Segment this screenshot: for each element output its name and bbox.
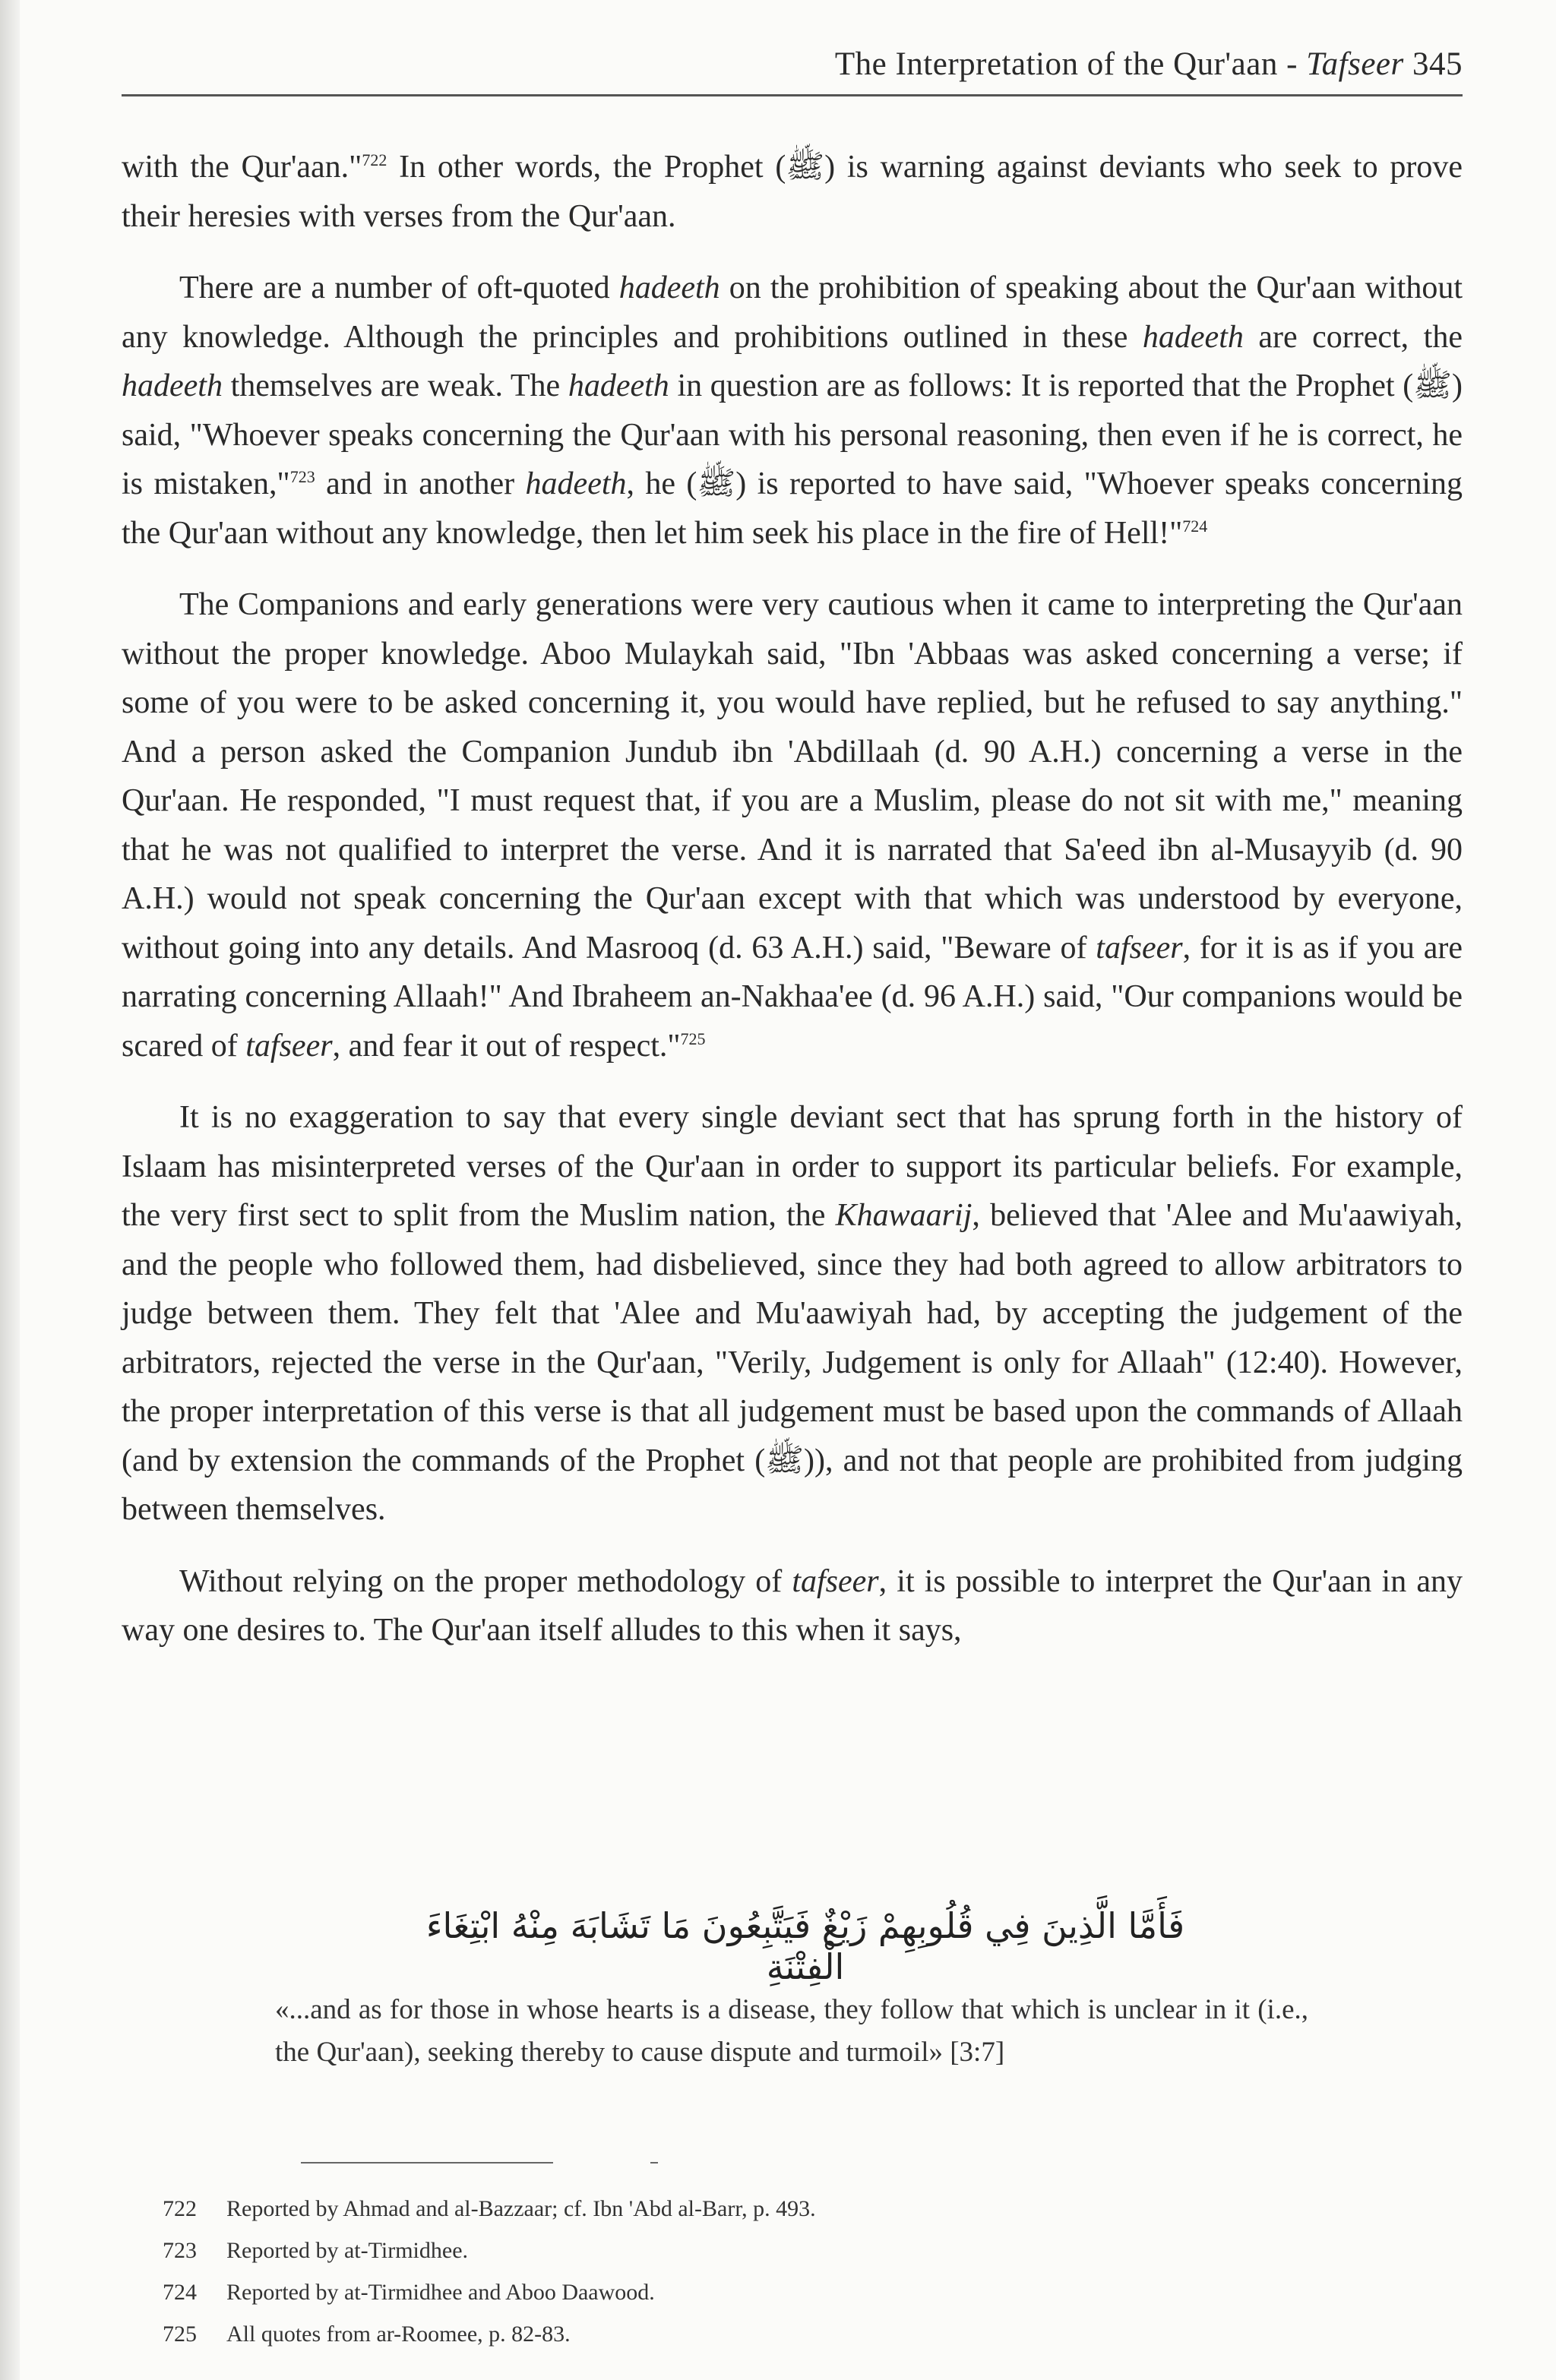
footnote-divider [302,2162,553,2163]
paragraph-text: The Companions and early generations were very cautious when it came to interpreting the Qur'aan without the proper knowledge. Aboo Mulaykah said, "Ibn 'Abbaas was asked concerning a verse; if some of you were to be asked concerning it, you would have replied, but he refused to say anything." And a person asked the Companion Jundub ibn 'Abdillaah (d. 90 A.H.) concerning a verse in the Qur'aan. He responded, "I must request that, if you are a Muslim, please do not sit with me," meaning that he was not qualified to interpret the verse. And it is narrated that Sa'eed ibn al-Musayyib (d. 90 A.H.) would not speak concerning the Qur'aan except with that which was understood by everyone, without going into any details. And Masrooq (d. 63 A.H.) said, "Beware of [122,587,1463,966]
main-text [122,143,1463,1678]
paragraph-text: , it is possible to interpret the Qur'aan in any way one desires to. The Qur'aan itself alludes to this when it says, [122,1563,1463,1648]
footnote-number: 723 [163,2238,197,2263]
paragraph-text: on the prohibition of speaking about the Qur'aan without any knowledge. Although the principles and prohibitions outlined in these [122,270,1463,355]
footnote-ref-724: 724 [1182,516,1208,536]
footnotes [163,2188,1378,2355]
running-title: The Interpretation of the Qur'aan - [834,46,1307,82]
paragraph-text: with the Qur'aan." [122,150,362,185]
footnote-ref-723: 723 [289,467,315,486]
term-tafseer: tafseer [792,1563,879,1599]
running-header [122,41,1463,96]
footnote-ref-722: 722 [362,150,387,169]
paragraph-text: There are a number of oft-quoted [179,270,619,305]
verse-translation: «...and as for those in whose hearts is a disease, they follow that which is unclear in it (i.e., the Qur'aan), seeking thereby to cause dispute and turmoil» [3:7] [275,1994,1308,2068]
paragraph-text: , believed that 'Alee and Mu'aawiyah, and the people who followed them, had disbelieved, since they had both agreed to allow arbitrators to judge between them. They felt that 'Alee and Mu'aawiyah had, by accepting the judgement of the arbitrators, rejected the verse in the Qur'aan, "Verily, Judgement is only for Allaah" (12:40). However, the proper interpretation of this verse is that all judgement must be based upon the commands of Allaah (and by extension the commands of the Prophet (ﷺ)), and not that people are prohibited from judging between themselves. [122,1198,1463,1527]
footnote-725 [163,2313,1378,2355]
paragraph-text: , he (ﷺ) is reported to have said, "Whoever speaks concerning the Qur'aan without any knowledge, then let him seek his place in the fire of Hell!" [122,466,1463,551]
term-hadeeth: hadeeth [525,466,627,501]
running-header-text [835,46,1463,83]
arabic-verse: فَأَمَّا الَّذِينَ فِي قُلُوبِهِمْ زَيْغٌ فَيَتَّبِعُونَ مَا تَشَابَهَ مِنْهُ ابْتِغَاءَ الْفِتْنَةِ [425,1905,1185,1987]
footnote-723 [163,2230,1378,2271]
footnote-number: 724 [163,2280,197,2305]
footnote-divider-dash [650,2162,658,2163]
term-tafseer: tafseer [1096,930,1183,966]
running-title-italic: Tafseer [1306,46,1404,82]
footnote-724 [163,2271,1378,2313]
footnote-text: Reported by at-Tirmidhee. [226,2238,469,2263]
footnote-number: 722 [163,2196,197,2221]
paragraph-text: are correct, the [1243,319,1463,355]
footnote-ref-725: 725 [680,1029,706,1048]
term-hadeeth: hadeeth [122,368,223,403]
footnote-text: Reported by Ahmad and al-Bazzaar; cf. Ibn 'Abd al-Barr, p. 493. [226,2196,816,2221]
footnote-text: Reported by at-Tirmidhee and Aboo Daawood. [226,2280,655,2305]
paragraph-5 [122,1557,1463,1655]
term-hadeeth: hadeeth [568,368,669,403]
paragraph-2 [122,264,1463,558]
paragraph-text: It is no exaggeration to say that every single deviant sect that has sprung forth in the history of Islaam has misinterpreted verses of the Qur'aan in order to support its particular beliefs. For example, the very first sect to split from the Muslim nation, the [122,1100,1463,1233]
paragraph-text: and in another [315,466,526,501]
term-khawaarij: Khawaarij [835,1198,972,1233]
term-hadeeth: hadeeth [618,270,720,305]
term-tafseer: tafseer [245,1028,333,1064]
paragraph-text: in question are as follows: It is reported that the Prophet (ﷺ) said, "Whoever speaks concerning the Qur'aan with his personal reasoning, then even if he is correct, he is mistaken," [122,368,1463,501]
page-number: 345 [1412,46,1463,82]
paragraph-text: themselves are weak. The [222,368,568,403]
term-hadeeth: hadeeth [1142,319,1244,355]
paragraph-text: Without relying on the proper methodology of [179,1563,792,1599]
paragraph-1 [122,143,1463,241]
paragraph-text: , and fear it out of respect." [332,1028,681,1064]
page-spine-shadow [0,0,20,2380]
paragraph-text: In other words, the Prophet (ﷺ) is warning against deviants who seek to prove their heresies with verses from the Qur'aan. [122,150,1463,234]
footnote-text: All quotes from ar-Roomee, p. 82-83. [226,2322,571,2347]
footnote-number: 725 [163,2322,197,2347]
footnote-722 [163,2188,1378,2230]
paragraph-text: , for it is as if you are narrating concerning Allaah!" And Ibraheem an-Nakhaa'ee (d. 96 A.H.) said, "Our companions would be scared of [122,930,1463,1064]
paragraph-4 [122,1093,1463,1535]
paragraph-3 [122,580,1463,1070]
